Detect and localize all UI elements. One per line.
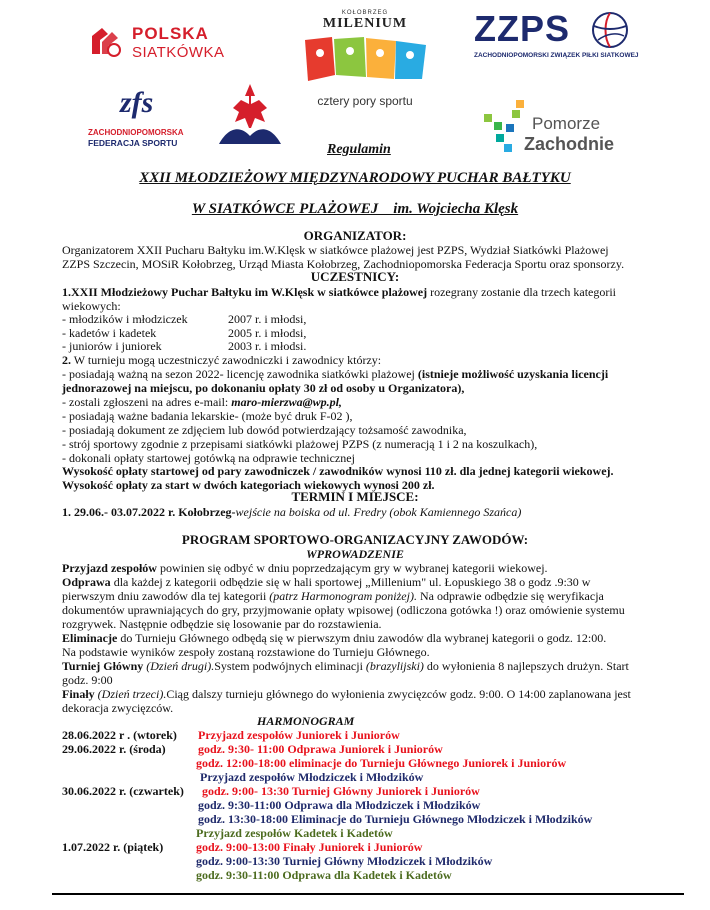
volleyball-ball-icon — [590, 10, 630, 50]
schedule-item: Przyjazd zespołów Juniorek i Juniorów — [198, 728, 400, 742]
zfs-mark: zfs — [120, 86, 154, 119]
schedule-item: godz. 9:30-11:00 Odprawa dla Młodziczek i Młodzików — [198, 798, 481, 812]
requirement-licence-b: (istnieje możliwość uzyskania licencji — [417, 367, 609, 381]
griffin-crest-icon — [215, 82, 285, 146]
title-line2: W SIATKÓWCE PLAŻOWEJ im. Wojciecha Klęsk — [191, 201, 519, 217]
schedule-item: godz. 9:00-13:30 Turniej Główny Młodziczek i Młodzików — [196, 854, 493, 868]
category-juniors-label: - juniorów i juniorek — [62, 339, 162, 353]
four-seasons-icon — [300, 35, 430, 85]
requirement-fee: - dokonali opłaty startowej gotówką na odprawie technicznej — [62, 451, 355, 465]
zzps-name: ZZPS — [474, 8, 571, 49]
schedule-date: 1.07.2022 r. (piątek) — [62, 840, 164, 854]
logo-zfs — [88, 86, 198, 152]
requirement-id: - posiadają dokument ze zdjęciem lub dowód potwierdzający tożsamość zawodnika, — [62, 423, 467, 437]
email-address[interactable]: maro-mierzwa@wp.pl, — [231, 395, 342, 409]
odprawa-para — [62, 575, 590, 589]
checkmark-tiles-icon — [482, 100, 526, 156]
przyjazd-para — [62, 561, 548, 575]
requirement-licence-a: - posiadają ważną na sezon 2022- licencję zawodnika siatkówki plażowej — [62, 367, 418, 381]
category-young-label: - młodzików i młodziczek — [62, 312, 188, 326]
logo-line1: POLSKA — [132, 24, 209, 43]
schedule-item: godz. 9:00-13:00 Finały Juniorek i Juniorów — [196, 840, 423, 854]
turniej-rest: do wyłonienia 8 najlepszych drużyn. Start — [423, 659, 629, 673]
fee-line1: Wysokość opłaty startowej od pary zawodniczek / zawodników wynosi 110 zł. dla jednej kategorii wiekowej. — [62, 464, 614, 478]
finaly-line2: dekoracja zwycięzców. — [62, 701, 174, 715]
finaly-day: (Dzień trzeci). — [94, 687, 167, 701]
schedule-item: Przyjazd zespołów Kadetek i Kadetów — [196, 826, 393, 840]
finaly-para — [62, 687, 631, 701]
requirement-licence — [62, 367, 608, 381]
odprawa-c: pierwszym dniu zawodów dla tej kategorii — [62, 589, 270, 603]
wprowadzenie-heading: WPROWADZENIE — [306, 547, 404, 561]
odprawa-e: Na odprawie odbędzie się weryfikacja — [416, 589, 604, 603]
schedule-item: Przyjazd zespołów Młodziczek i Młodzików — [200, 770, 424, 784]
category-cadets-year: 2005 r. i młodsi, — [228, 326, 307, 340]
requirement-medical: - posiadają ważne badania lekarskie- (może być druk F-02 ), — [62, 409, 353, 423]
eliminacje-line2: Na podstawie wyników zespoły zostaną rozstawione do Turnieju Głównego. — [62, 645, 430, 659]
millenium-caption: cztery pory sportu — [317, 94, 413, 108]
schedule-item: godz. 9:30- 11:00 Odprawa Juniorek i Juniorów — [198, 742, 443, 756]
przyjazd-label: Przyjazd zespołów — [62, 561, 157, 575]
fee-line2: Wysokość opłaty za start w dwóch kategoriach wiekowych wynosi 200 zł. — [62, 478, 435, 492]
zfs-line2: FEDERACJA SPORTU — [88, 138, 178, 148]
odprawa-text: dla każdej z kategorii odbędzie się w hali sportowej „Millenium" ul. Łopuskiego 38 o godz .9:30 w — [110, 575, 591, 589]
category-cadets-label: - kadetów i kadetek — [62, 326, 157, 340]
regulamin-heading: Regulamin — [327, 142, 391, 157]
requirement-licence-c: jednorazowej na miejscu, po dokonaniu opłaty 30 zł od osoby u Organizatora), — [62, 381, 465, 395]
termin-heading: TERMIN I MIEJSCE: — [291, 489, 419, 504]
finaly-text: Ciąg dalszy turnieju głównego do wyłonienia zwycięzców godz. 9:00. O 14:00 zaplanowana jest — [166, 687, 631, 701]
uczestnicy-2-num: 2. — [62, 353, 71, 367]
uczestnicy-1 — [62, 285, 616, 299]
logo-line2: SIATKÓWKA — [132, 44, 225, 61]
termin-date: 1. 29.06.- 03.07.2022 r. Kołobrzeg- — [62, 505, 236, 519]
odprawa-d: (patrz Harmonogram poniżej). — [269, 589, 417, 603]
turniej-day: (Dzień drugi). — [143, 659, 215, 673]
schedule-item: godz. 9:00- 13:30 Turniej Główny Juniorek i Juniorów — [202, 784, 480, 798]
organizator-heading: ORGANIZATOR: — [303, 228, 407, 243]
title-line1: XXII MŁODZIEŻOWY MIĘDZYNARODOWY PUCHAR BAŁTYKU — [139, 170, 571, 186]
odprawa-line4: rozgrywek. Następnie odbędzie się losowanie par do rozstawienia. — [62, 617, 382, 631]
requirement-kit: - strój sportowy zgodnie z przepisami siatkówki plażowej PZPS (z numeracją 1 i 2 na koszulkach), — [62, 437, 538, 451]
zfs-line1: ZACHODNIOPOMORSKA — [88, 128, 184, 137]
schedule-date: 29.06.2022 r. (środa) — [62, 742, 166, 756]
pomorze-line1: Pomorze — [532, 114, 601, 133]
uczestnicy-2-text: W turnieju mogą uczestniczyć zawodniczki i zawodnicy którzy: — [71, 353, 382, 367]
bottom-rule — [52, 893, 684, 895]
odprawa-label: Odprawa — [62, 575, 111, 589]
logo-millenium — [295, 10, 435, 110]
zzps-caption: ZACHODNIOPOMORSKI ZWIĄZEK PIŁKI SIATKOWEJ — [474, 52, 639, 59]
schedule-date: 28.06.2022 r . (wtorek) — [62, 728, 177, 742]
uczestnicy-1-rest: rozegrany zostanie dla trzech kategorii — [427, 285, 617, 299]
category-young-year: 2007 r. i młodsi, — [228, 312, 307, 326]
logo-zzps — [474, 8, 639, 64]
organizator-line2: ZZPS Szczecin, MOSiR Kołobrzeg, Urząd Miasta Kołobrzeg, Zachodniopomorska Federacja Sportu oraz sponsorzy. — [62, 257, 625, 271]
finaly-label: Finały — [62, 687, 95, 701]
przyjazd-text: powinien się odbyć w dniu poprzedzającym gry w wybranej kategorii wiekowej. — [156, 561, 548, 575]
eliminacje-para — [62, 631, 606, 645]
odprawa-line3: dokumentów uprawniających do gry, przyjmowanie opłaty wpisowej (odliczona gotówka !) oraz omówienie systemu — [62, 603, 625, 617]
harmonogram-heading: HARMONOGRAM — [257, 714, 355, 728]
schedule-date: 30.06.2022 r. (czwartek) — [62, 784, 184, 798]
organizator-line1: Organizatorem XXII Pucharu Bałtyku im.W.Klęsk w siatkówce plażowej jest PZPS, Wydział Siatkówki Plażowej — [62, 243, 609, 257]
volleyball-icon — [88, 24, 124, 60]
millenium-name: MILENIUM — [322, 16, 408, 31]
turniej-label: Turniej Główny — [62, 659, 144, 673]
program-heading: PROGRAM SPORTOWO-ORGANIZACYJNY ZAWODÓW: — [181, 532, 529, 547]
uczestnicy-heading: UCZESTNICY: — [310, 269, 400, 284]
logo-pomorze-zachodnie — [482, 100, 615, 160]
schedule-item: godz. 12:00-18:00 eliminacje do Turnieju Głównego Juniorek i Juniorów — [196, 756, 567, 770]
category-juniors-year: 2003 r. i młodsi. — [228, 339, 307, 353]
uczestnicy-2 — [62, 353, 381, 367]
schedule-item: godz. 9:30-11:00 Odprawa dla Kadetek i Kadetów — [196, 868, 452, 882]
odprawa-line2 — [62, 589, 604, 603]
schedule-item: godz. 13:30-18:00 Eliminacje do Turnieju Głównego Młodziczek i Młodzików — [198, 812, 593, 826]
requirement-email-a: - zostali zgłoszeni na adres e-mail: — [62, 395, 232, 409]
requirement-email — [62, 395, 342, 409]
turniej-brazil: (brazylijski) — [365, 659, 424, 673]
eliminacje-text: do Turnieju Głównego odbędą się w pierwszym dniu zawodów dla wybranej kategorii o godz. 12:00. — [117, 631, 607, 645]
termin-place: wejście na boiska od ul. Fredry (obok Kamiennego Szańca) — [235, 505, 522, 519]
turniej-para — [62, 659, 629, 673]
coat-of-arms-logo — [215, 82, 285, 146]
pomorze-line2: Zachodnie — [524, 134, 615, 154]
logo-polska-siatkowka — [88, 20, 238, 64]
uczestnicy-1-bold: 1.XXII Młodzieżowy Puchar Bałtyku im W.Klęsk w siatkówce plażowej — [62, 285, 428, 299]
termin-line — [62, 505, 521, 519]
uczestnicy-1-line2: wiekowych: — [62, 299, 121, 313]
turniej-line2: godz. 9:00 — [62, 673, 113, 687]
millenium-top: KOŁOBRZEG — [341, 10, 389, 16]
turniej-system: System podwójnych eliminacji — [214, 659, 366, 673]
eliminacje-label: Eliminacje — [62, 631, 118, 645]
